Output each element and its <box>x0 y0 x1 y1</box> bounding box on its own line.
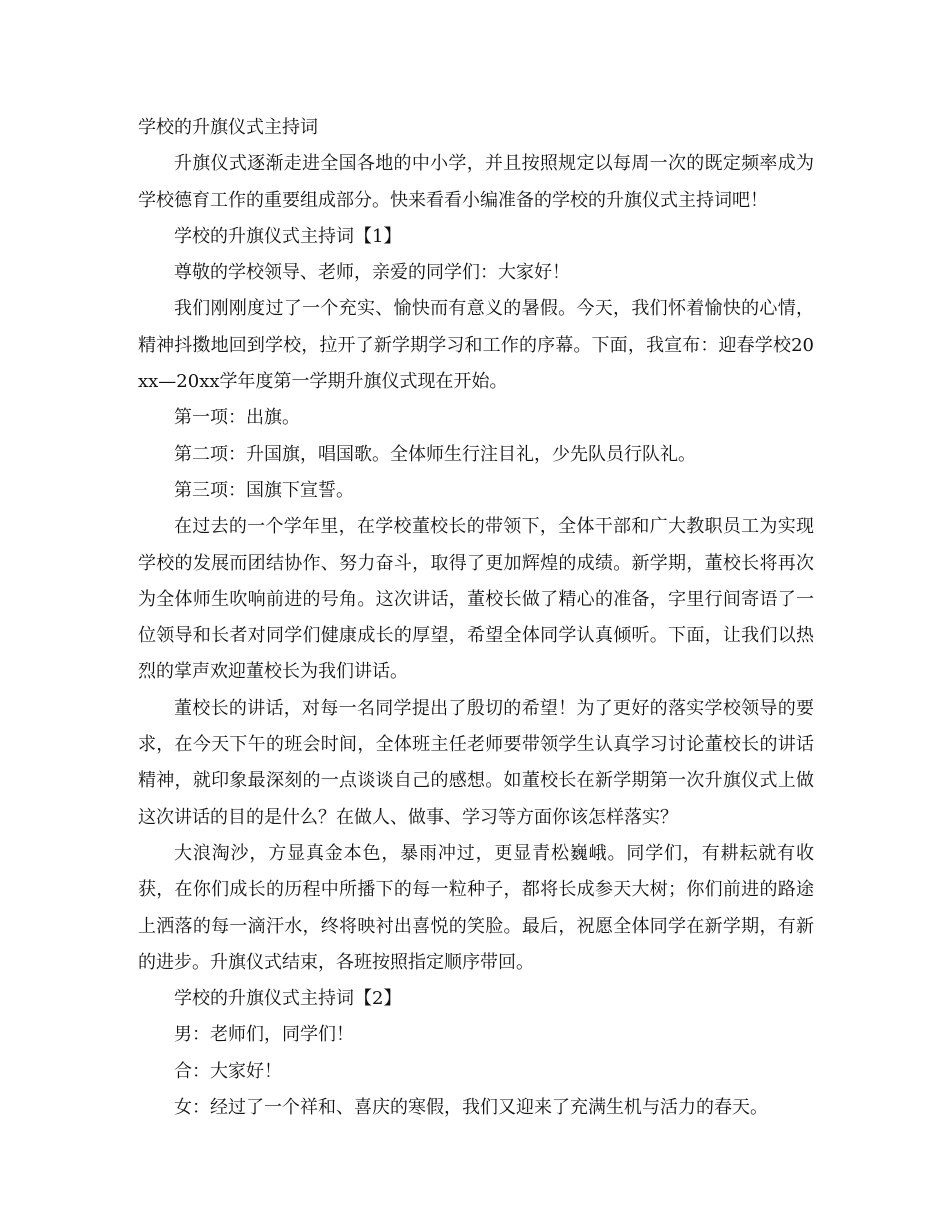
closing-paragraph: 大浪淘沙，方显真金本色，暴雨冲过，更显青松巍峨。同学们，有耕耘就有收获，在你们成长的历程中所播下的每一粒种子，都将长成参天大树；你们前进的路途上洒落的每一滴汗水，终将映衬出喜悦的笑脸。最后，祝愿全体同学在新学期，有新的进步。升旗仪式结束，各班按照指定顺序带回。 <box>138 842 814 973</box>
section-heading-2: 学校的升旗仪式主持词【2】 <box>174 988 402 1010</box>
agenda-item-1: 第一项：出旗。 <box>174 407 300 429</box>
intro-paragraph: 升旗仪式逐渐走进全国各地的中小学，并且按照规定以每周一次的既定频率成为学校德育工作的重要组成部分。快来看看小编准备的学校的升旗仪式主持词吧！ <box>138 153 814 211</box>
document-title: 学校的升旗仪式主持词 <box>138 117 318 138</box>
agenda-item-3: 第三项：国旗下宣誓。 <box>174 479 354 501</box>
dialogue-line-female: 女：经过了一个祥和、喜庆的寒假，我们又迎来了充满生机与活力的春天。 <box>174 1097 768 1119</box>
section-heading-1: 学校的升旗仪式主持词【1】 <box>174 225 402 247</box>
dialogue-line-male: 男：老师们，同学们！ <box>174 1024 354 1046</box>
speech-intro-paragraph: 在过去的一个学年里，在学校董校长的带领下，全体干部和广大教职员工为实现学校的发展而团结协作、努力奋斗，取得了更加辉煌的成绩。新学期，董校长将再次为全体师生吹响前进的号角。这次讲话，董校长做了精心的准备，字里行间寄语了一位领导和长者对同学们健康成长的厚望，希望全体同学认真倾听。下面，让我们以热烈的掌声欢迎董校长为我们讲话。 <box>138 516 814 683</box>
document-body <box>138 110 814 1126</box>
dialogue-line-together: 合：大家好！ <box>174 1060 282 1082</box>
greeting-paragraph: 尊敬的学校领导、老师，亲爱的同学们：大家好！ <box>174 262 570 284</box>
speech-followup-paragraph: 董校长的讲话，对每一名同学提出了殷切的希望！为了更好的落实学校领导的要求，在今天下午的班会时间，全体班主任老师要带领学生认真学习讨论董校长的讲话精神，就印象最深刻的一点谈谈自己的感想。如董校长在新学期第一次升旗仪式上做这次讲话的目的是什么？在做人、做事、学习等方面你该怎样落实？ <box>138 697 814 828</box>
agenda-item-2: 第二项：升国旗，唱国歌。全体师生行注目礼，少先队员行队礼。 <box>174 443 696 465</box>
opening-paragraph: 我们刚刚度过了一个充实、愉快而有意义的暑假。今天，我们怀着愉快的心情，精神抖擞地回到学校，拉开了新学期学习和工作的序幕。下面，我宣布：迎春学校20xx—20xx学年度第一学期升旗仪式现在开始。 <box>138 298 814 393</box>
